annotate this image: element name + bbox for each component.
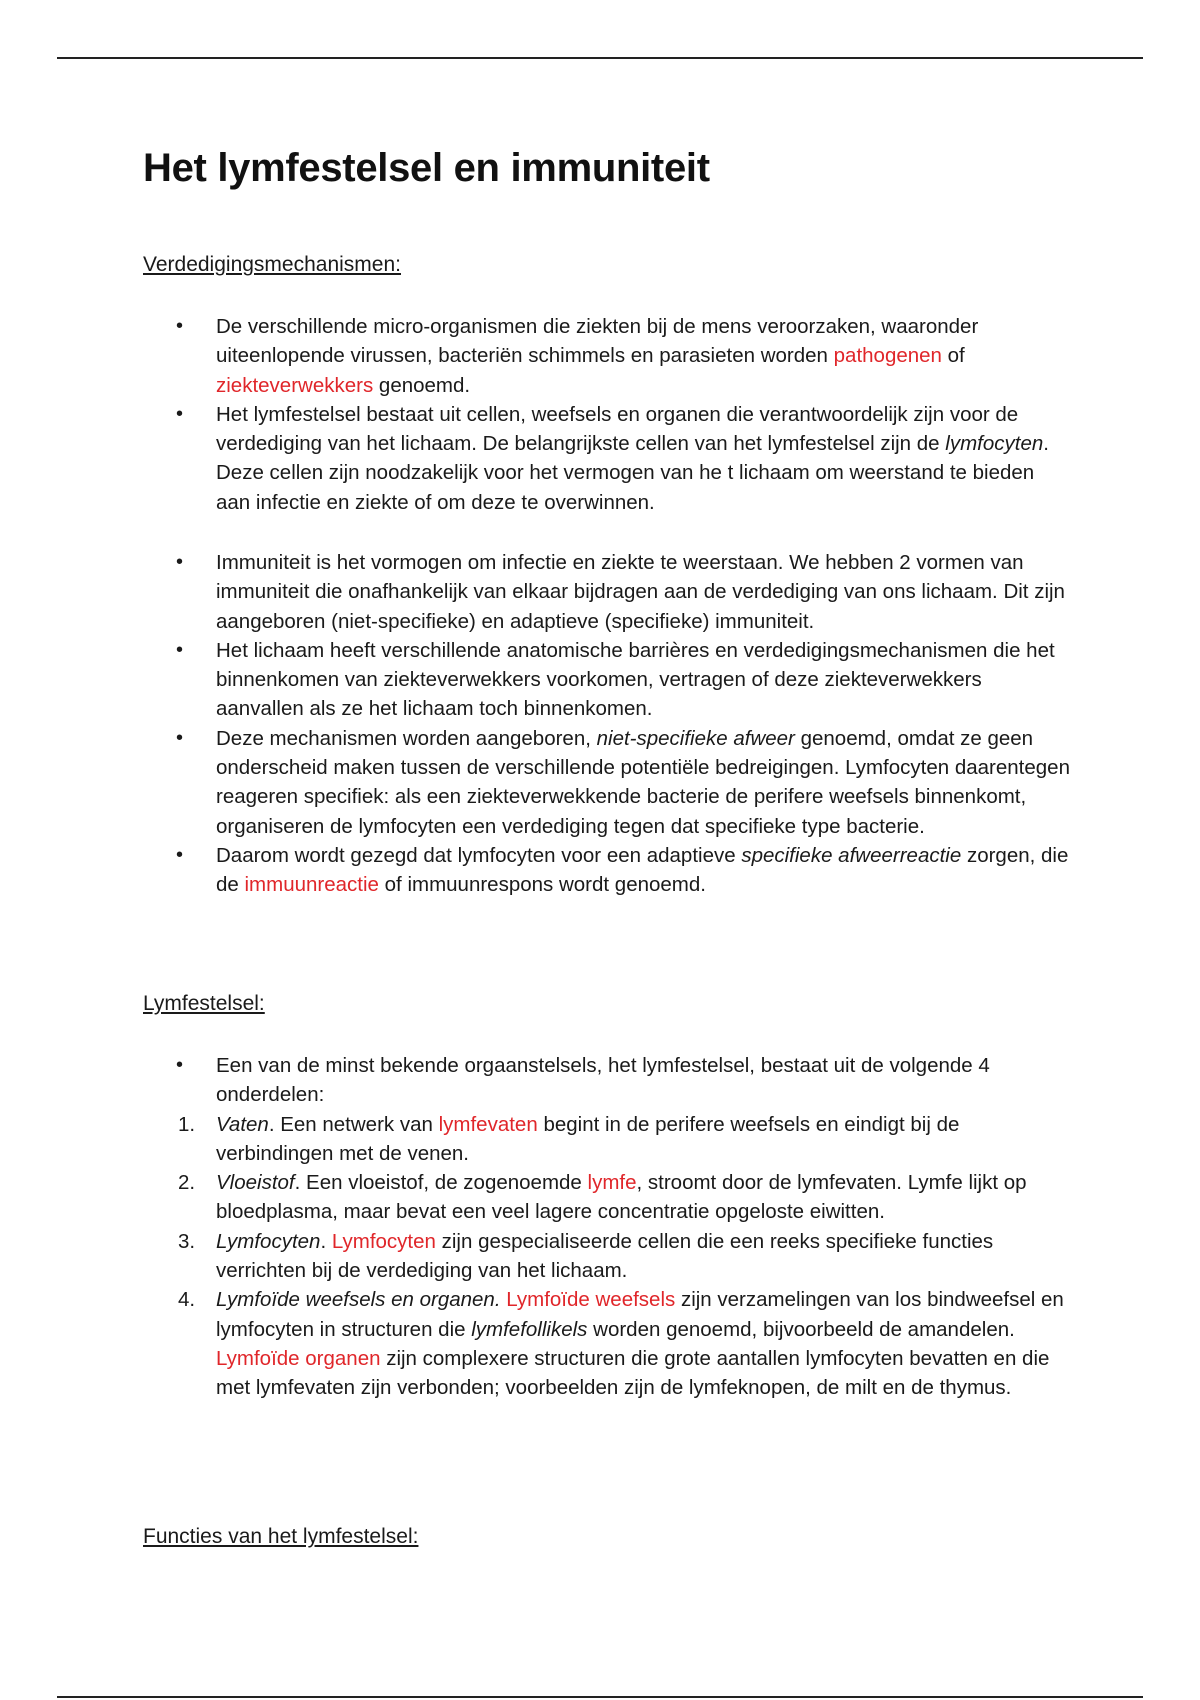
bullet-icon: • (176, 843, 184, 866)
list-item-text: , stroomt door de lymfevaten. Lymfe lijkt op bloedplasma, maar bevat een veel lagere concentratie opgeloste eiwitten. (216, 1171, 1027, 1224)
emphasis-term: lymfocyten (945, 432, 1044, 456)
emphasis-term: specifieke afweerreactie (741, 843, 962, 867)
highlight-term: pathogenen (833, 344, 942, 368)
list-item (143, 636, 1073, 724)
list-item-text: . Een netwerk van (268, 1112, 439, 1136)
list-item (143, 312, 1073, 400)
emphasis-term: Vaten (216, 1112, 269, 1136)
list-item-text: Het lichaam heeft verschillende anatomische barrières en verdedigingsmechanismen die het binnenkomen van ziekteverwekkers voorkomen, vertragen of deze ziekteverwekkers aanvallen als ze het lichaam toch binnenkomen. (216, 638, 1055, 721)
highlight-term: lymfe (587, 1171, 637, 1195)
list-item-text: begint in de perifere weefsels en eindigt bij de verbindingen met de venen. (216, 1112, 960, 1165)
bullet-icon: • (176, 638, 184, 661)
numbered-item (143, 1285, 1073, 1402)
bullet-icon: • (176, 402, 184, 425)
section-heading-lymfestelsel: Lymfestelsel: (143, 992, 265, 1015)
highlight-term: ziekteverwekkers (216, 373, 374, 397)
list-item-text: . Een vloeistof, de zogenoemde (294, 1171, 588, 1195)
list-item-text: . Deze cellen zijn noodzakelijk voor het vermogen van he t lichaam om weerstand te bieden aan infectie en ziekte of om deze te overwinnen. (216, 432, 1049, 514)
list-item-text: of immuunrespons wordt genoemd. (378, 873, 706, 897)
list-item-text: Het lymfestelsel bestaat uit cellen, weefsels en organen die verantwoordelijk zijn voor de verdediging van het lichaam. De belangrijkste cellen van het lymfestelsel zijn de (216, 402, 1019, 456)
list-item-text: worden genoemd, bijvoorbeeld de amandelen. (587, 1317, 1015, 1341)
emphasis-term: Vloeistof (216, 1171, 295, 1195)
highlight-term: Lymfoïde organen (216, 1346, 381, 1370)
list-item-text: zorgen, die de (216, 843, 1069, 897)
top-border-line (57, 57, 1143, 59)
bullet-icon: • (176, 551, 184, 573)
item-number: 3. (178, 1229, 196, 1253)
list-item (143, 548, 1073, 636)
list-item-text: Deze mechanismen worden aangeboren, (216, 726, 597, 750)
numbered-item (143, 1227, 1073, 1286)
list-item-text: zijn gespecialiseerde cellen die een reeks specifieke functies verrichten bij de verdediging van het lichaam. (216, 1229, 994, 1283)
highlight-term: Lymfoïde weefsels (506, 1288, 676, 1312)
defense-list (143, 312, 1073, 517)
list-item (143, 841, 1073, 900)
list-item-text: zijn verzamelingen van los bindweefsel en lymfocyten in structuren die (216, 1288, 1064, 1341)
section-heading-verdedigingsmechanismen: Verdedigingsmechanismen: (143, 253, 401, 276)
highlight-term: Lymfocyten (331, 1229, 436, 1253)
bullet-icon: • (176, 726, 184, 749)
emphasis-term: Lymfocyten (216, 1229, 321, 1253)
section-heading-functies: Functies van het lymfestelsel: (143, 1525, 419, 1548)
highlight-term: lymfevaten (438, 1112, 538, 1136)
list-item-text: zijn complexere structuren die grote aantallen lymfocyten bevatten en die met lymfevaten zijn verbonden; voorbeelden zijn de lymfeknopen, de milt en de thymus. (216, 1346, 1050, 1400)
list-item-text: genoemd. (373, 373, 471, 397)
list-item (143, 400, 1073, 517)
list-item-text: of (941, 344, 965, 368)
list-item (143, 1051, 1073, 1110)
bullet-icon: • (176, 315, 184, 337)
item-number: 2. (178, 1171, 196, 1195)
bullet-icon: • (176, 1054, 184, 1076)
highlight-term: immuunreactie (244, 873, 379, 897)
list-item-text: genoemd, omdat ze geen onderscheid maken tussen de verschillende potentiële bedreigingen. Lymfocyten daarentegen reageren specifiek: als een ziekteverwekkende bacterie de perifere weefsels binnenkomt, organiseren de lymfocyten een verdediging tegen dat specifieke type bacterie. (216, 726, 1070, 838)
item-number: 4. (178, 1288, 196, 1312)
emphasis-term: niet-specifieke afweer (596, 726, 795, 750)
document-title: Het lymfestelsel en immuniteit (143, 146, 710, 190)
numbered-item (143, 1110, 1073, 1169)
item-number: 1. (178, 1112, 196, 1136)
list-item (143, 724, 1073, 841)
list-item-text: De verschillende micro-organismen die ziekten bij de mens veroorzaken, waaronder uiteenlopende virussen, bacteriën schimmels en parasieten worden (216, 315, 979, 368)
bottom-border-line (57, 1696, 1143, 1698)
numbered-item (143, 1168, 1073, 1227)
emphasis-term: Lymfoïde weefsels en organen. (216, 1288, 501, 1312)
lymph-list (143, 1051, 1073, 1403)
list-item-text: Een van de minst bekende orgaanstelsels, het lymfestelsel, bestaat uit de volgende 4 onderdelen: (216, 1054, 990, 1107)
list-item-text: Daarom wordt gezegd dat lymfocyten voor een adaptieve (216, 843, 742, 867)
emphasis-term: lymfefollikels (471, 1317, 588, 1341)
defense-list-continued (143, 548, 1073, 900)
list-item-text: Immuniteit is het vormogen om infectie en ziekte te weerstaan. We hebben 2 vormen van immuniteit die onafhankelijk van elkaar bijdragen aan de verdediging van ons lichaam. Dit zijn aangeboren (niet-specifieke) en adaptieve (specifieke) immuniteit. (216, 551, 1065, 633)
list-item-text: . (320, 1229, 332, 1253)
